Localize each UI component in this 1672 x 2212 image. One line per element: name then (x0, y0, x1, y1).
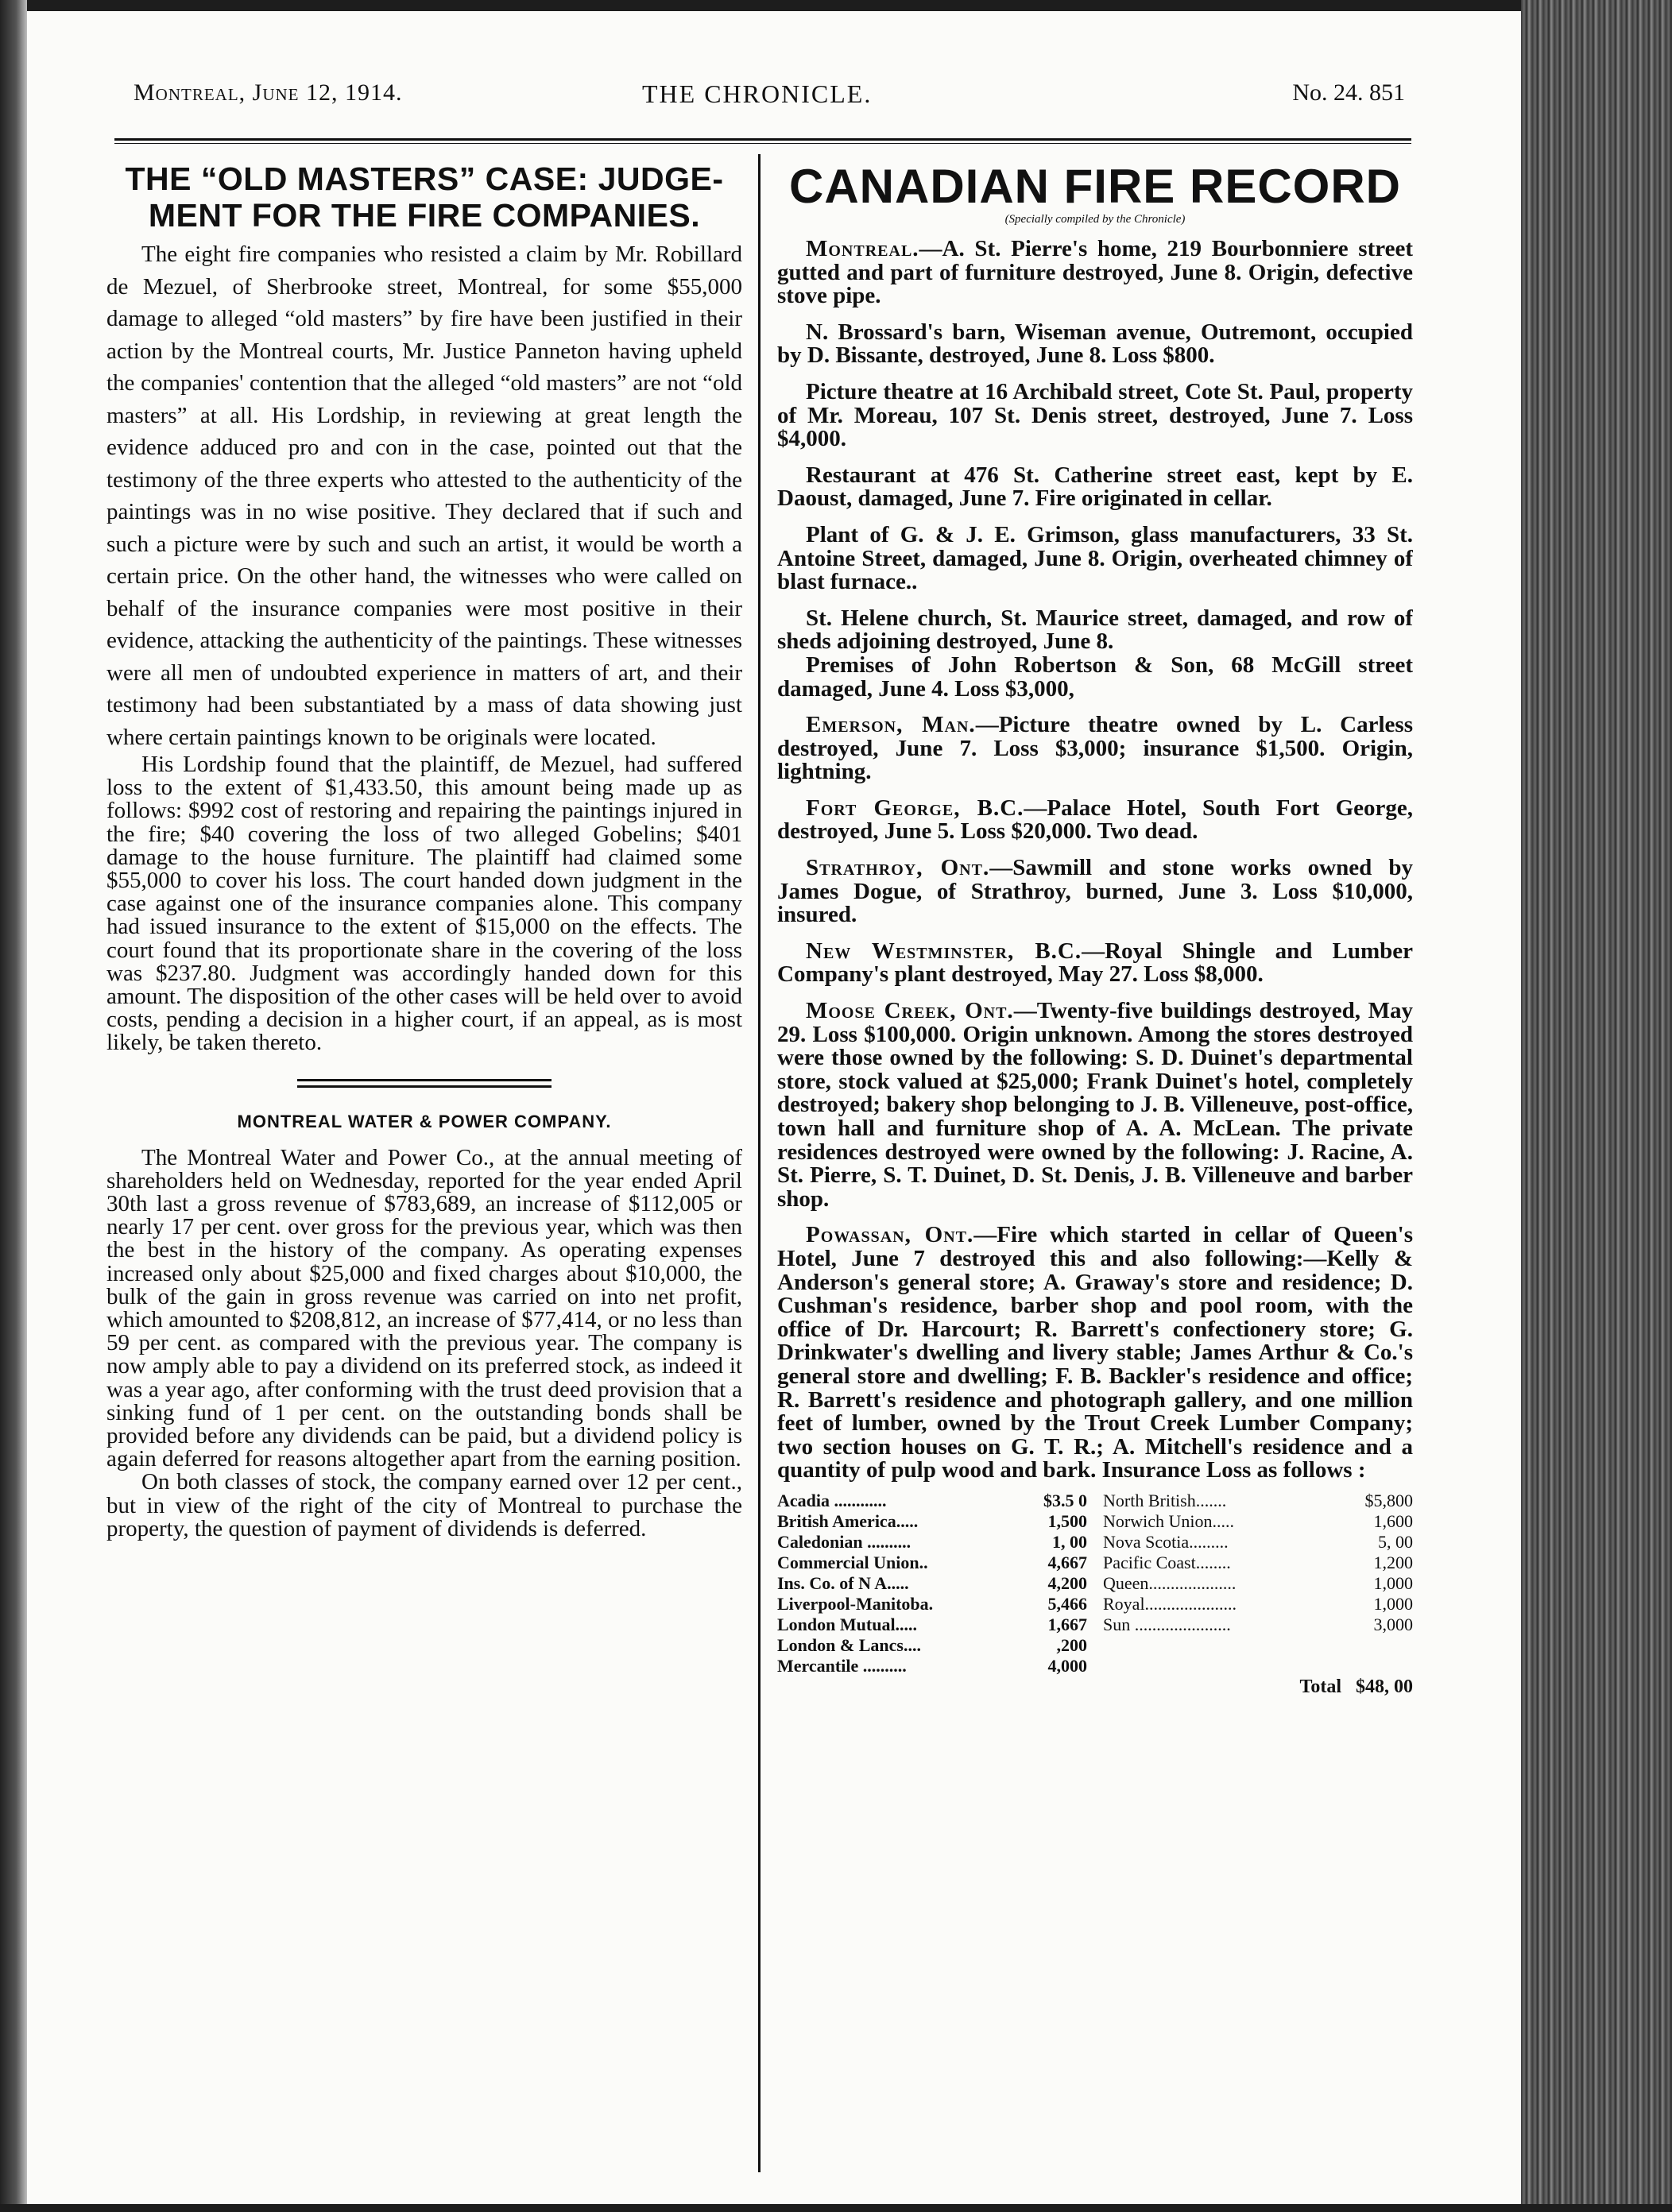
old-masters-headline (106, 160, 742, 234)
scan-border-top (0, 0, 1672, 11)
entry-place: Moose Creek, Ont. (806, 998, 1014, 1024)
entry-place: Strathroy, Ont. (806, 855, 990, 881)
fire-entry (777, 654, 1413, 701)
entry-text: —Palace Hotel, South Fort George, destroyed, June 5. Loss $20,000. Two dead. (777, 795, 1413, 845)
insurance-row (1103, 1532, 1413, 1553)
dateline: Montreal, June 12, 1914. (134, 79, 403, 106)
fire-entry (777, 238, 1413, 308)
insurer-name: Caledonian .......... (777, 1531, 911, 1552)
insurer-name: Norwich Union..... (1103, 1510, 1234, 1531)
newspaper-page (27, 11, 1521, 2204)
fire-entry (777, 797, 1413, 844)
fire-entry (777, 940, 1413, 987)
insurance-row (1103, 1594, 1413, 1615)
loss-amount: 1,000 (1373, 1593, 1413, 1614)
insurance-row (777, 1573, 1087, 1594)
entry-place: Fort George, B.C. (806, 795, 1024, 821)
entry-place: Montreal. (806, 236, 919, 261)
entry-text: —Fire which started in cellar of Queen's Hotel, June 7 destroyed this and also following:—Kelly & Anderson's general store; A. Graway's store and residence; D. Cushman's residence, barber shop and pool room, with the office of Dr. Harcourt; R. Barrett's confectionery store; G. Drinkwater's dwelling and livery stable; James Arthur & Co.'s general store and dwelling; F. B. Backler's residence and office; R. Barrett's residence and photograph gallery, and one million feet of lumber, owned by the Trout Creek Lumber Company; two section houses on G. T. R.; A. Mitchell's residence and a quantity of pulp wood and bark. Insurance Loss as follows : (777, 1222, 1413, 1483)
running-head (134, 79, 1405, 119)
entry-text: —Twenty-five buildings destroyed, May 29. Loss $100,000. Origin unknown. Among the stores destroyed were those owned by the following: S. D. Duinet's departmental store, stock valued at $25,000; Frank Duinet's hotel, completely destroyed; bakery shop belonging to J. B. Villeneuve, post-office, town hall and furniture shop of A. A. McLean. The private residences destroyed were owned by the following: J. Racine, A. St. Pierre, S. T. Duinet, D. St. Denis, J. B. Villeneuve and barber shop. (777, 998, 1413, 1212)
loss-amount: 1,600 (1373, 1510, 1413, 1531)
loss-amount: 4,000 (1047, 1655, 1087, 1676)
old-masters-paragraph-1: The eight fire companies who resisted a claim by Mr. Robillard de Mezuel, of Sherbrooke street, Montreal, for some $55,000 damage to alleged “old masters” by fire have been justified in their action by the Montreal courts, Mr. Justice Panneton having upheld the companies' contention that the alleged “old masters” are not “old masters” at all. His Lordship, in reviewing at great length the evidence adduced pro and con in the case, pointed out that the testimony of the three experts who attested to the authenticity of the paintings was in no wise positive. They declared that if such and such a picture were by such and such an artist, it would be worth a certain price. On the other hand, the witnesses who were called on behalf of the insurance companies were most positive in their evidence, attacking the authenticity of the paintings. These witnesses were all men of undoubted experience in matters of art, and their testimony had been substantiated by a mass of data showing just where certain paintings known to be originals were located. (106, 242, 742, 750)
insurer-name: Queen.................... (1103, 1572, 1237, 1593)
loss-amount: 5,466 (1047, 1593, 1087, 1614)
insurer-name: Mercantile .......... (777, 1655, 907, 1676)
insurance-row (777, 1615, 1087, 1635)
insurer-name: Royal..................... (1103, 1593, 1237, 1614)
entry-text: —Sawmill and stone works owned by James Dogue, of Strathroy, burned, June 3. Loss $10,000, insured. (777, 855, 1413, 928)
insurance-row (1103, 1615, 1413, 1635)
insurance-row (1103, 1553, 1413, 1573)
section-separator (297, 1079, 552, 1088)
insurance-row (777, 1594, 1087, 1615)
entry-place: Emerson, Man. (806, 712, 976, 738)
loss-amount: 4,667 (1047, 1552, 1087, 1572)
loss-amount: 1,667 (1047, 1614, 1087, 1634)
entry-text: St. Helene church, St. Maurice street, damaged, and row of sheds adjoining destroyed, June 8. (777, 605, 1413, 655)
headline-line-1: THE “OLD MASTERS” CASE: JUDGE- (125, 160, 724, 197)
scan-border-bottom (0, 2204, 1672, 2212)
fire-entry (777, 378, 1413, 452)
total-label: Total (1299, 1676, 1341, 1697)
fire-entry (777, 857, 1413, 927)
insurance-column-left (777, 1491, 1087, 1676)
insurer-name: London Mutual..... (777, 1614, 918, 1634)
old-masters-paragraph-2: His Lordship found that the plaintiff, de Mezuel, had suffered loss to the extent of $1,433.50, this amount being made up as follows: $992 cost of restoring and repairing the paintings injured in the fire; $40 covering the loss of two alleged Gobelins; $401 damage to the house furniture. The plaintiff had claimed some $55,000 to cover his loss. The court handed down judgment in the case against one of the insurance companies alone. This company had issued insurance to the extent of $15,000 on the effects. The court found that its proportionate share in the covering of the loss was $237.80. Judgment was accordingly handed down for this amount. The disposition of the other cases will be held over to avoid costs, pending a decision in a higher court, if an appeal, as is most likely, be taken thereto. (106, 752, 742, 1056)
column-divider (758, 154, 761, 2172)
insurance-row (1103, 1573, 1413, 1594)
entry-place: Powassan, Ont. (806, 1222, 974, 1248)
insurer-name: Sun ...................... (1103, 1614, 1231, 1634)
entry-text: Premises of John Robertson & Son, 68 McGill street damaged, June 4. Loss $3,000, (777, 652, 1413, 702)
fire-entry (777, 713, 1413, 784)
fire-record-title: CANADIAN FIRE RECORD (789, 160, 1401, 213)
entry-text: N. Brossard's barn, Wiseman avenue, Outremont, occupied by D. Bissante, destroyed, June 8. Loss $800. (777, 319, 1413, 369)
entry-text: —Picture theatre owned by L. Carless destroyed, June 7. Loss $3,000; insurance $1,500. Origin, lightning. (777, 712, 1413, 785)
fire-entry (777, 464, 1413, 511)
insurer-name: Pacific Coast........ (1103, 1552, 1231, 1572)
loss-amount: 1, 00 (1052, 1531, 1087, 1552)
insurer-name: Ins. Co. of N A..... (777, 1572, 909, 1593)
loss-amount: 1,500 (1047, 1510, 1087, 1531)
water-power-paragraph-2: On both classes of stock, the company earned over 12 per cent., but in view of the right of the city of Montreal to purchase the property, the question of payment of dividends is deferred. (106, 1469, 742, 1541)
insurance-row (777, 1491, 1087, 1511)
fire-entry (777, 321, 1413, 368)
loss-amount: 1,000 (1373, 1572, 1413, 1593)
headline-line-2: MENT FOR THE FIRE COMPANIES. (148, 197, 701, 234)
entry-text: Restaurant at 476 St. Catherine street east, kept by E. Daoust, damaged, June 7. Fire originated in cellar. (777, 462, 1413, 512)
insurer-name: Nova Scotia......... (1103, 1531, 1229, 1552)
insurer-name: Liverpool-Manitoba. (777, 1593, 934, 1614)
water-power-paragraph-1: The Montreal Water and Power Co., at the annual meeting of shareholders held on Wednesday, reported for the year ended April 30th last a gross revenue of $783,689, an increase of $112,005 or nearly 17 per cent. over gross for the previous year, which was then the best in the history of the company. As operating expenses increased only about $25,000 and fixed charges about $10,000, the bulk of the gain in gross revenue was carried on into net profit, which amounted to $208,812, an increase of $77,414, or no less than 59 per cent. as compared with the previous year. The company is now amply able to pay a dividend on its preferred stock, as indeed it was a year ago, after conforming with the trust deed provision that a sinking fund of 1 per cent. on the outstanding bonds shall be provided before any dividends can be paid, but a dividend policy is again deferred for reasons altogether apart from the earning position. (106, 1144, 742, 1472)
left-column (106, 160, 742, 2195)
loss-amount: 5, 00 (1378, 1531, 1413, 1552)
water-power-headline: MONTREAL WATER & POWER COMPANY. (237, 1111, 612, 1131)
insurer-name: Commercial Union.. (777, 1552, 928, 1572)
publication-title: THE CHRONICLE. (642, 79, 873, 108)
insurance-row (777, 1635, 1087, 1656)
insurance-row (777, 1656, 1087, 1676)
fire-entry (777, 1224, 1413, 1483)
fire-entry (777, 607, 1413, 654)
insurance-row (1103, 1511, 1413, 1532)
loss-amount: $3.5 0 (1043, 1490, 1087, 1510)
book-page-edges (1521, 0, 1672, 2212)
entry-text: Plant of G. & J. E. Grimson, glass manufacturers, 33 St. Antoine Street, damaged, June 8. Origin, overheated chimney of blast furnace.. (777, 521, 1413, 595)
fire-entry (777, 1000, 1413, 1211)
entry-text: —A. St. Pierre's home, 219 Bourbonniere street gutted and part of furniture destroyed, June 8. Origin, defective stove pipe. (777, 236, 1413, 309)
total-amount: $48, 00 (1356, 1676, 1413, 1697)
loss-amount: 3,000 (1373, 1614, 1413, 1634)
loss-amount: ,200 (1056, 1634, 1087, 1655)
insurer-name: Acadia ............ (777, 1490, 887, 1510)
entry-place: New Westminster, B.C. (806, 938, 1082, 964)
insurer-name: British America..... (777, 1510, 919, 1531)
entry-text: Picture theatre at 16 Archibald street, Cote St. Paul, property of Mr. Moreau, 107 St. Denis street, destroyed, June 7. Loss $4,000. (777, 378, 1413, 452)
insurance-row (777, 1553, 1087, 1573)
header-rule (114, 138, 1411, 141)
fire-entry (777, 521, 1413, 595)
right-column (777, 160, 1413, 2195)
fire-record-credit: (Specially compiled by the Chronicle) (1004, 213, 1186, 226)
loss-amount: $5,800 (1364, 1490, 1413, 1510)
header-rule-thin (114, 143, 1411, 144)
insurance-row (1103, 1491, 1413, 1511)
insurer-name: North British....... (1103, 1490, 1227, 1510)
scan-border-left (0, 0, 27, 2212)
insurance-loss-table (777, 1490, 1413, 1697)
loss-amount: 4,200 (1047, 1572, 1087, 1593)
insurer-name: London & Lancs.... (777, 1634, 921, 1655)
insurance-column-right (1103, 1491, 1413, 1635)
entry-text: —Royal Shingle and Lumber Company's plant destroyed, May 27. Loss $8,000. (777, 938, 1413, 988)
loss-amount: 1,200 (1373, 1552, 1413, 1572)
issue-page-number: No. 24. 851 (1292, 79, 1405, 106)
insurance-total (1300, 1676, 1413, 1698)
insurance-row (777, 1511, 1087, 1532)
insurance-row (777, 1532, 1087, 1553)
